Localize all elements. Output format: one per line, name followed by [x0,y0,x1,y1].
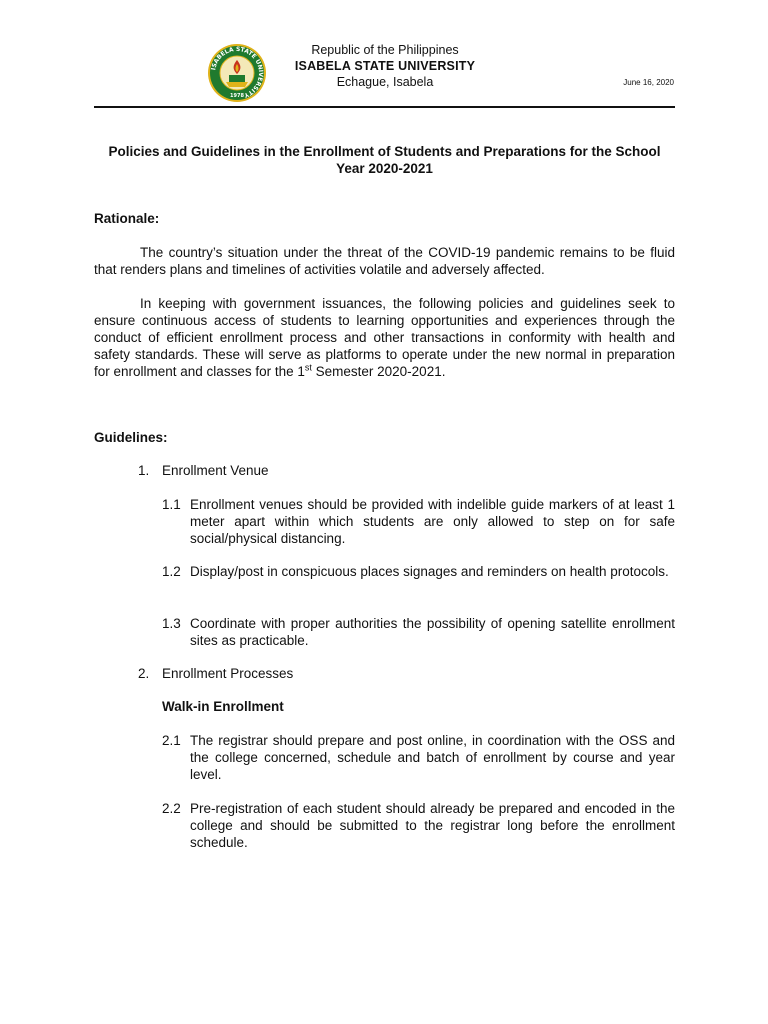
guideline-item-1 [138,462,269,479]
guideline-item-2 [138,665,293,682]
university-name: ISABELA STATE UNIVERSITY [294,59,476,73]
rationale-paragraph-2 [94,295,675,380]
item-label: Enrollment Processes [162,666,294,681]
guideline-sub-2-2 [162,800,675,851]
rationale-heading: Rationale: [94,211,160,226]
seal-year: 1978 [230,93,244,99]
sub-text: Enrollment venues should be provided with indelible guide markers of at least 1 meter apart within which students are only allowed to step on for safe social/physical distancing. [190,497,675,546]
sub-text: Pre-registration of each student should already be prepared and encoded in the college and should be submitted to the registrar long before the enrollment schedule. [190,801,675,850]
sub-number: 1.2 [162,564,181,579]
guideline-sub-2-1 [162,732,675,783]
sub-number: 1.1 [162,497,181,512]
document-date: June 16, 2020 [623,78,674,87]
ordinal-suffix: st [304,362,312,373]
guideline-sub-1-1 [162,496,675,547]
header-divider [94,106,675,108]
guideline-sub-1-2 [162,563,675,580]
sub-text: Coordinate with proper authorities the possibility of opening satellite enrollment sites as practicable. [190,616,675,648]
rationale-paragraph-1: The country’s situation under the threat of the COVID-19 pandemic remains to be fluid that renders plans and timelines of activities volatile and adversely affected. [94,245,675,277]
university-location: Echague, Isabela [336,75,434,89]
university-seal-logo [207,43,267,103]
item-number: 2. [138,666,150,681]
rationale-paragraph-2-end: Semester 2020-2021. [311,364,446,379]
seal-ring-text: ISABELA STATE UNIVERSITY [210,45,265,99]
republic-line: Republic of the Philippines [311,43,459,57]
sub-number: 1.3 [162,616,181,631]
sub-number: 2.1 [162,733,181,748]
walk-in-enrollment-heading: Walk-in Enrollment [162,699,284,714]
sub-text: The registrar should prepare and post online, in coordination with the OSS and the college concerned, schedule and batch of enrollment by course and year level. [190,733,675,782]
sub-text: Display/post in conspicuous places signages and reminders on health protocols. [190,564,669,579]
sub-number: 2.2 [162,801,181,816]
guideline-sub-1-3 [162,615,675,649]
document-title: Policies and Guidelines in the Enrollment of Students and Preparations for the School Year 2020-2021 [108,144,661,176]
item-label: Enrollment Venue [162,463,269,478]
guidelines-heading: Guidelines: [94,430,168,445]
rationale-paragraph-2-text: In keeping with government issuances, the following policies and guidelines seek to ensure continuous access of students to learning opportunities and experiences through the conduct of efficient enrollment process and other transactions in conformity with health and safety standards. These will serve as platforms to operate under the new normal in preparation for enrollment and classes for the 1 [94,296,675,379]
item-number: 1. [138,463,150,478]
letterhead [270,43,500,90]
